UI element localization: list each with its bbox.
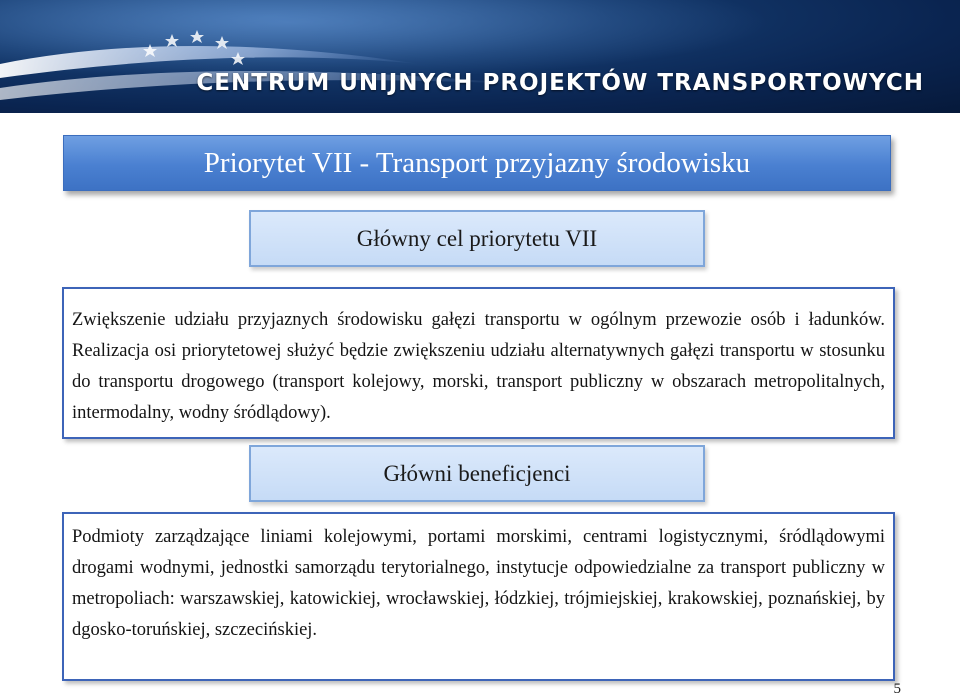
- slide-title-bar: [63, 135, 891, 191]
- section1-heading: Główny cel priorytetu VII: [356, 225, 598, 251]
- section2-heading-box: [249, 445, 705, 502]
- organization-title: CENTRUM UNIJNYCH PROJEKTÓW TRANSPORTOWYCH: [196, 70, 924, 96]
- section2-body: Podmioty zarządzające liniami kolejowymi, portami morskimi, centrami logistycznymi, śródlądowymi drogami wodnymi, jednostki samorządu terytorialnego, instytucje odpowiedzialne za transport publiczny w metropoliach: warszawskiej, katowickiej, wrocławskiej, łódzkiej, trójmiejskiej, krakowskiej, poznańskiej, by dgosko-toruńskiej, szczecińskiej.: [72, 527, 885, 640]
- header-banner: [0, 0, 960, 113]
- section1-heading-box: [249, 210, 705, 267]
- page-number: 5: [893, 681, 901, 697]
- section1-body-box: [62, 287, 895, 439]
- section2-body-box: [62, 512, 895, 681]
- eu-stars-swoosh-icon: [0, 0, 960, 113]
- slide-title: Priorytet VII - Transport przyjazny środowisku: [203, 146, 751, 179]
- section2-heading: Główni beneficjenci: [383, 460, 571, 486]
- section1-body: Zwiększenie udziału przyjaznych środowisku gałęzi transportu w ogólnym przewozie osób i ładunków. Realizacja osi priorytetowej służyć będzie zwiększeniu udziału alternatywnych gałęzi transportu w stosunku do transportu drogowego (transport kolejowy, morski, transport publiczny w obszarach metropolitalnych, intermodalny, wodny śródlądowy).: [72, 310, 885, 423]
